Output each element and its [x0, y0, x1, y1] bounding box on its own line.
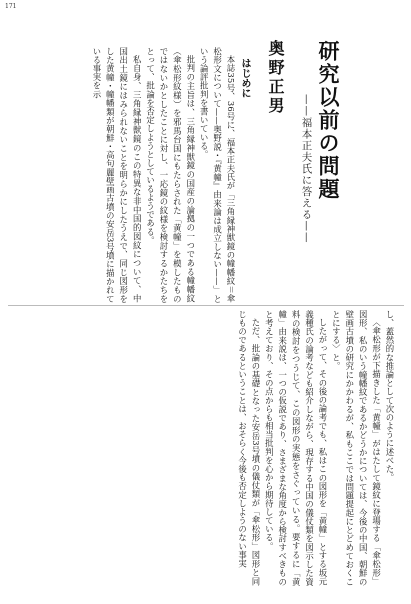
paragraph: ただ、批論の基礎となった安岳3号墳の儀仗類が「傘松形」図形と同じものであるということは、おそらく今後も否定しようのない事実 — [237, 310, 261, 586]
paragraph: し、蓋然的な推論として次のように述べた。 — [385, 310, 395, 482]
page-number: 171 — [5, 3, 17, 10]
paragraph: したがって、その後の論考でも、私はこの図形を「黄幢」とする坂元義種氏の論考なども紹介しながら、現存する中国の儀仗類を図示した資料の検討をつうじて、この図形の実態をさぐっている。要するに「黄幢」由来説は、一つの仮説であり、さまざまな角度から検討すべきものと考えており、その点からも相当批判を心から期待している。 — [264, 310, 328, 586]
article-title: 研究以前の問題 — [316, 40, 341, 201]
section-heading: はじめに — [239, 58, 250, 98]
column-divider — [8, 305, 404, 306]
paragraph: 批判の主旨は、三角縁神獣鏡の国産の論拠の一つである幢幡紋（傘松形紋様）を邪馬台国にもたらされた「黄幢」を模したものではないかとしたことに対し、一応鏡の紋様を検討するかたちをとって、批論を否定しようとしているようである。 — [145, 47, 196, 303]
paragraph: 私自身、三角縁神獣鏡のこの特異な非中国的図紋について、中国出土鏡にはみられないことを明らかにしたうえで、同じ図形をした黄幢・幢幡類が朝鮮・高句麗壁画古墳の安岳3号墳に描かれている事実を示 — [91, 47, 143, 303]
article-subtitle: ——福本正夫氏に答える—— — [300, 94, 313, 244]
paragraph: 本誌35号、36号に、福本正夫氏が「三角縁神獣鏡の幢幡紋＝傘松形文について——奥野説・『黄幢』由来論は成立しない——」という論評批判を書いている。 — [199, 47, 236, 303]
author-name: 奥野正男 — [266, 40, 285, 116]
upper-text-column — [77, 47, 237, 303]
paragraph: 〈傘松形が下描きした「黄幢」がはたして鏡紋に登場する「傘松形」図形、私のいう幢幡紋であるかどうかについては、今後の中国、朝鮮の壁画古墳の研究にかかわるが、私もここでは問題提起にとどめておくことにする〉と。 — [331, 310, 382, 586]
lower-text-column — [15, 310, 396, 586]
